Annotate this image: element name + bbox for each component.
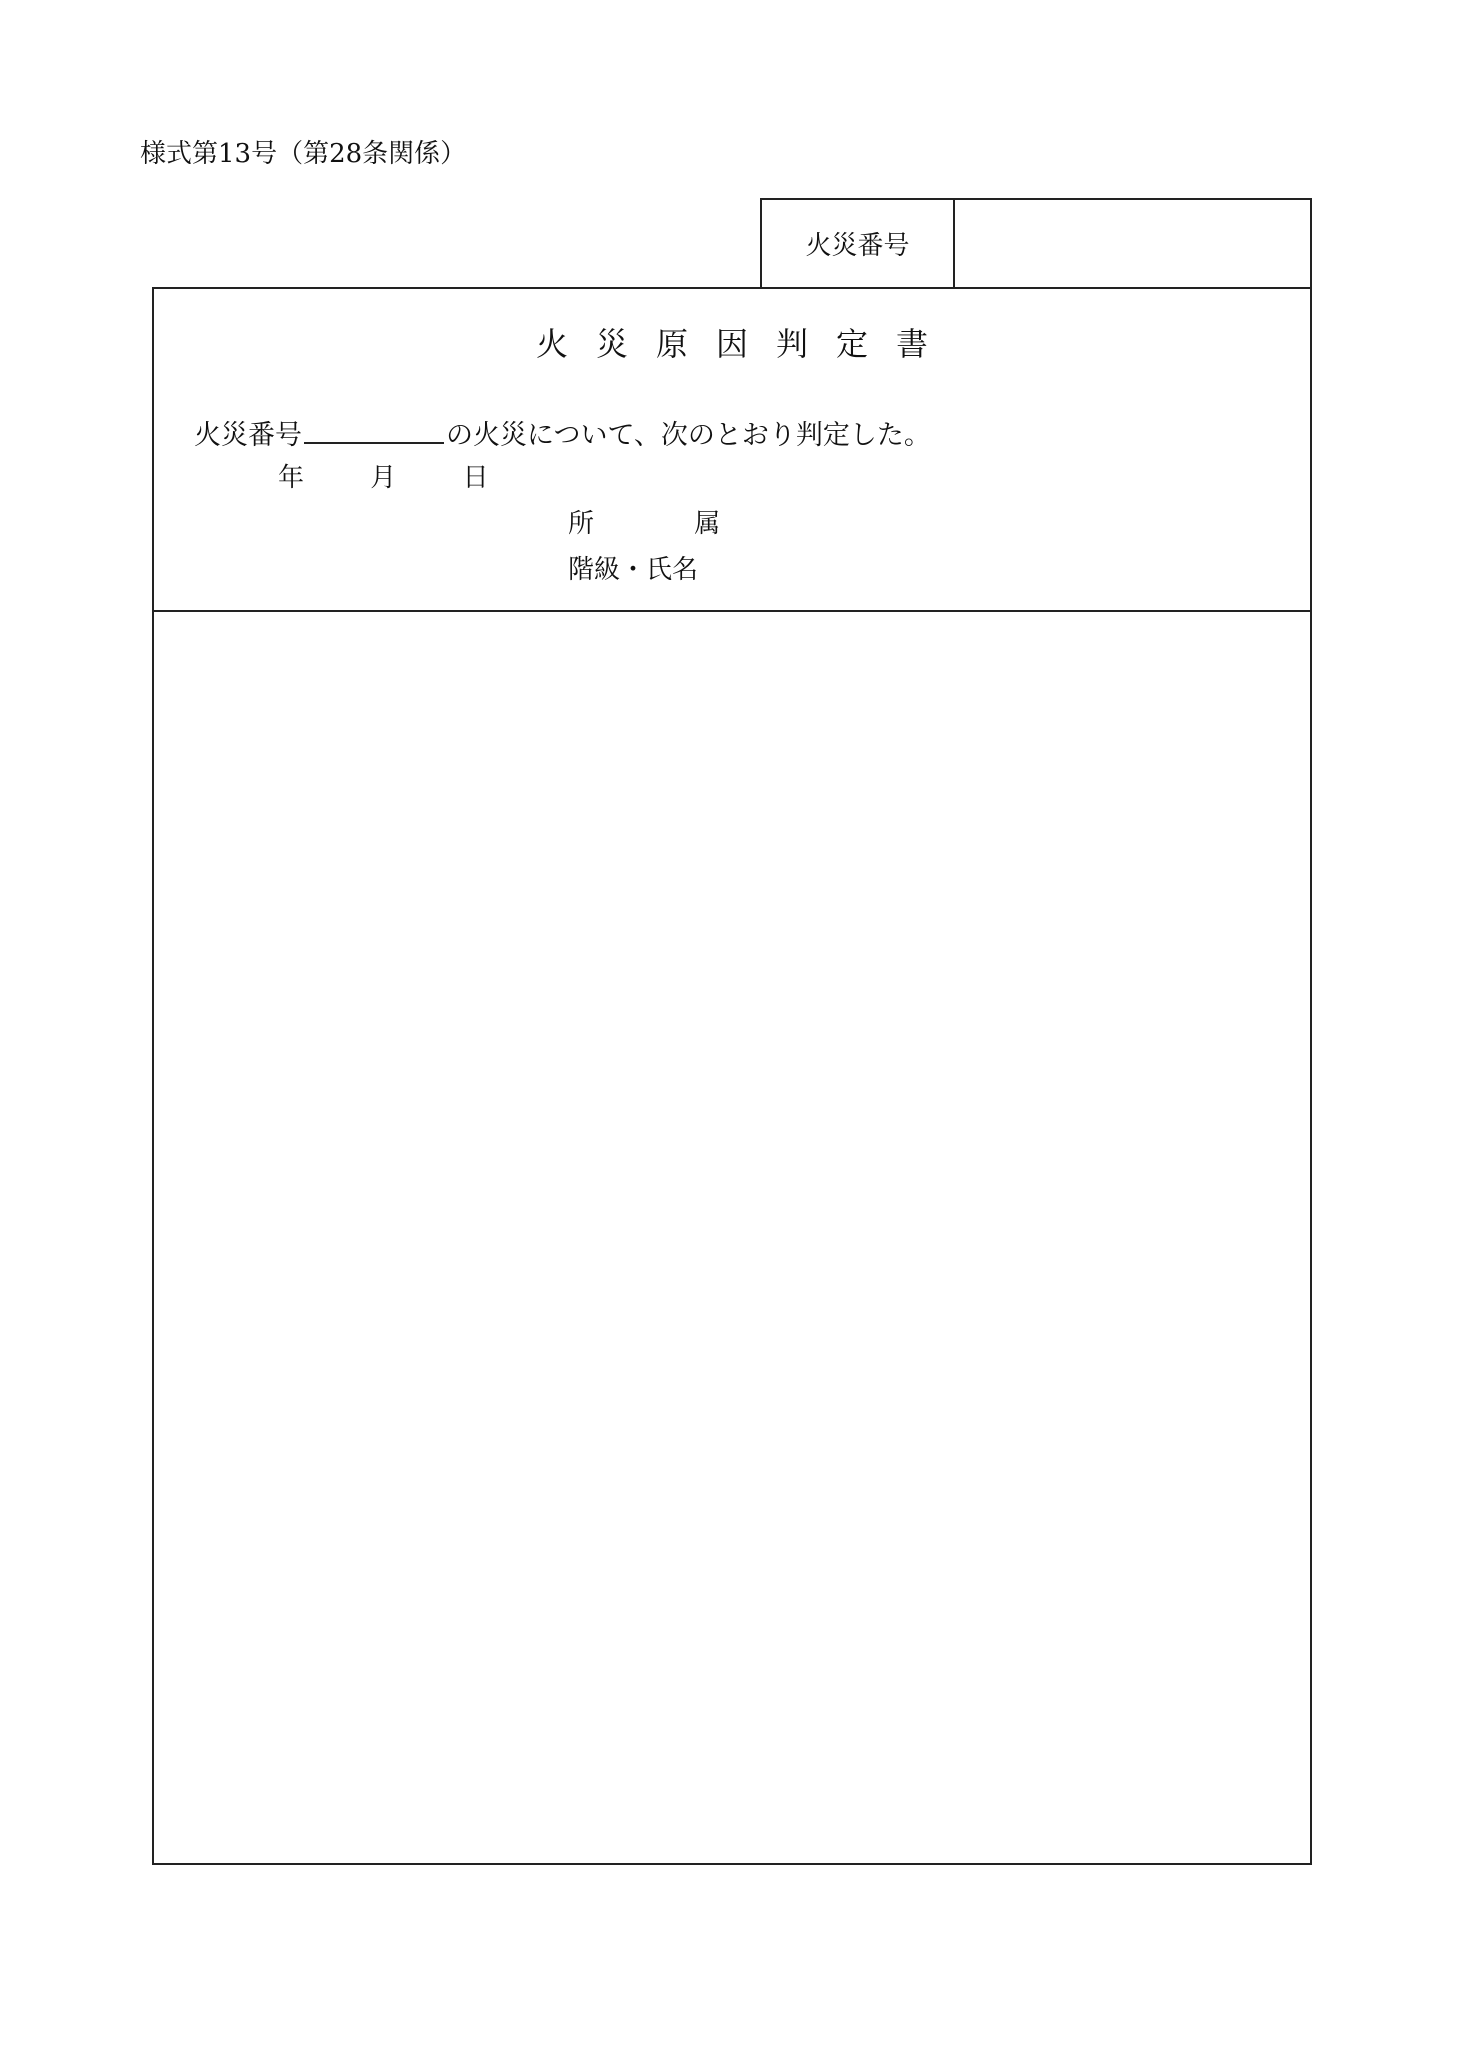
affiliation-label [568,503,720,540]
form-header-section [154,289,1310,612]
fire-number-blank-field[interactable] [304,416,444,444]
judgment-content-area[interactable] [154,612,1310,1863]
form-number-label: 様式第13号（第28条関係） [140,139,467,169]
date-month-label: 月 [370,463,397,493]
affiliation-char-2: 属 [694,509,721,539]
date-row [278,457,547,494]
statement-suffix: の火災について、次のとおり判定した。 [446,420,931,451]
form-frame [152,287,1312,1865]
statement-line [194,413,931,452]
rank-name-label: 階級・氏名 [568,555,699,585]
statement-prefix: 火災番号 [194,420,302,451]
fire-number-box [760,198,1312,287]
affiliation-char-1: 所 [568,509,595,539]
fire-number-field[interactable] [955,200,1310,287]
fire-number-label: 火災番号 [762,200,955,287]
date-day-label: 日 [462,463,489,493]
date-year-label: 年 [278,463,305,493]
document-title: 火災原因判定書 [535,325,956,363]
